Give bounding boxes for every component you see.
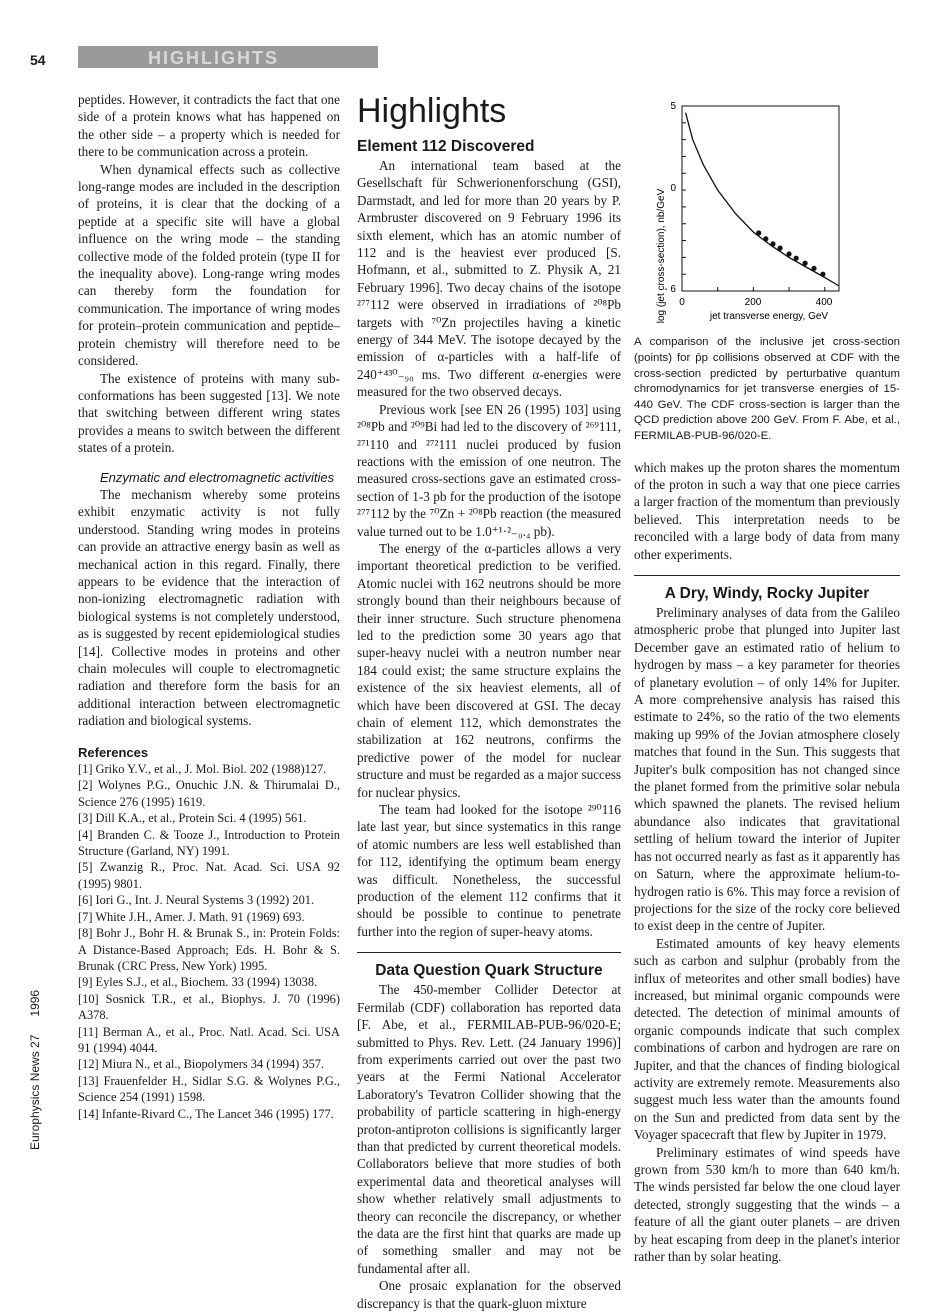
section-divider (357, 952, 621, 953)
paragraph: Estimated amounts of key heavy elements such as carbon and sulphur (probably from the influx of meteorites and other small bodies) have increased, but minimal organic compounds were detected. The detection of minimal amounts of organic compounds indicate that such complex combinations of carbon and hydrogen are rare on Jupiter, and that the chances of finding biological activity are extremely remote. Measurements also suggest much less water than the amounts found on the Sun and predicted from data sent by the Voyager spacecraft that flew by Jupiter in 1979. (634, 935, 900, 1143)
y-tick-label: 0 (670, 183, 676, 194)
paragraph: The mechanism whereby some proteins exhibit enzymatic activity is not fully understood. Standing wring modes in proteins can provide an attractive energy basin as well as mechanical action in this regard. Finally, there appears to be evidence that the interaction of non-ionizing electromagnetic radiation with biological systems is not completely understood, as is suggested by recent epidemiological studies [14]. Collective modes in proteins and other chain molecules will couple to electromagnetic radiation and therefore form the basis for an additional interaction between electromagnetic radiation and biological systems. (78, 486, 340, 729)
article-title: Data Question Quark Structure (375, 962, 603, 980)
paragraph: which makes up the proton shares the momentum of the proton in such a way that one piece carries a larger fraction of the momentum than previously believed. This interpretation needs to be reconciled with a large body of data from many other experiments. (634, 459, 900, 562)
x-axis-label: jet transverse energy, GeV (709, 311, 829, 322)
banner-label: HIGHLIGHTS (148, 48, 279, 68)
column-right (634, 91, 900, 1265)
paragraph: The existence of proteins with many sub-conformations has been suggested [13]. We note that switching between different wring states provides a means to switch between the different states of a protein. (78, 370, 340, 456)
reference-item: [12] Miura N., et al., Biopolymers 34 (1994) 357. (78, 1057, 325, 1072)
jet-cross-section-chart (634, 91, 874, 331)
page-title: Highlights (357, 92, 507, 130)
paragraph: When dynamical effects such as collective long-range modes are included in the description of proteins, it is clear that the docking of a peptide at a specific site will have a global influence on the wring mode – the standing collective mode of the folded protein (type II for the inequality above). Long-range wring modes can thereby form the foundation for communication. The importance of wring modes for protein–protein communication and peptide–protein chemistry will therefore need to be considered. (78, 161, 340, 369)
references-heading: References (78, 744, 149, 760)
page-number: 54 (30, 52, 46, 68)
x-tick-label: 400 (815, 297, 833, 308)
reference-item: [2] Wolynes P.G., Onuchic J.N. & Thirumalai D., Science 276 (1995) 1619. (78, 778, 340, 809)
paragraph: The team had looked for the isotope ²⁹⁰116 late last year, but since systematics in this range of atomic numbers are less well established than for 112, identifying the optimum beam energy was difficult. Nonetheless, the successful production of the element 112 confirms that it should be possible to continue to penetrate further into the region of super-heavy atoms. (357, 802, 621, 939)
cdf-data-point (778, 246, 783, 251)
reference-item: [14] Infante-Rivard C., The Lancet 346 (1995) 177. (78, 1106, 334, 1121)
reference-item: [6] Iori G., Int. J. Neural Systems 3 (1992) 201. (78, 893, 315, 908)
column-middle (357, 91, 621, 1312)
reference-item: [11] Berman A., et al., Proc. Natl. Acad. Sci. USA 91 (1994) 4044. (78, 1024, 340, 1055)
cdf-data-point (803, 261, 808, 266)
reference-item: [4] Branden C. & Tooze J., Introduction to Protein Structure (Garland, NY) 1991. (78, 827, 340, 859)
footer-vertical (28, 972, 42, 1150)
y-tick-label: - 6 (664, 284, 676, 295)
figure-caption: A comparison of the inclusive jet cross-section (points) for p̄p collisions observed at CDF with the cross-section predicted by perturbative quantum chromodynamics for jet transverse energies of 15-440 GeV. The CDF cross-section is larger than the QCD prediction above 200 GeV. From F. Abe, et al., FERMILAB-PUB-96/020-E. (634, 336, 900, 442)
cdf-data-point (770, 241, 775, 246)
subheading: Enzymatic and electromagnetic activities (100, 469, 335, 485)
column-left (78, 91, 340, 1122)
cdf-data-point (763, 236, 768, 241)
paragraph: An international team based at the Gesellschaft für Schwerionenforschung (GSI), Darmstadt, and led for more than 20 years by P. Armbruster discovered on 9 February 1996 its sixth element, which has an atomic number of 112 and is the heaviest ever produced [S. Hofmann, et al., submitted to Z. Physik A, 21 February 1996]. Two decay chains of the isotope ²⁷⁷112 were observed in irradiations of ²⁰⁸Pb targets with ⁷⁰Zn projectiles having a kinetic energy of 344 MeV. The isotope decayed by the emission of α-particles with a half-life of 240⁺⁴³⁰₋₉₀ ms. Two different α-energies were measured for the two observed decays. (357, 158, 621, 400)
plot-frame (682, 106, 839, 291)
paragraph: peptides. However, it contradicts the fact that one side of a protein knows what has happened on the other side – a property which is needed for there to be communication across a protein. (78, 92, 340, 160)
cdf-data-point (811, 266, 816, 271)
paragraph: Previous work [see EN 26 (1995) 103] using ²⁰⁸Pb and ²⁰⁹Bi had led to the discovery of ²⁶⁹111, ²⁷¹110 and ²⁷²111 nuclei produced by fusion reactions with the emission of one neutron. The measured cross-sections gave an estimated cross-section of 1-3 pb for the production of the isotope ²⁷⁷112 by the ⁷⁰Zn + ²⁰⁸Pb reaction (the measured value turned out to be 1.0⁺¹·²₋₀.₄ pb). (357, 401, 621, 539)
section-divider (634, 575, 900, 576)
cdf-data-point (820, 272, 825, 277)
paragraph: The 450-member Collider Detector at Fermilab (CDF) collaboration has reported data [F. Abe, et al., FERMILAB-PUB-96/020-E; submitted to Phys. Rev. Lett. (24 January 1996)] from experiments carried out over the past two years at the Fermi National Accelerator Laboratory's Tevatron Collider showing that the probability of particle scattering in high-energy proton-antiproton collisions is significantly larger than that predicted by current theoretical models. Collaborators believe that more studies of both experimental data and theoretical analyses will show whether relatively small adjustments to theory can reconcile the discrepancy, or whether the data are the first hint that quarks are made up of something smaller and may not be fundamental after all. (357, 982, 621, 1276)
cdf-data-point (786, 251, 791, 256)
qcd-prediction-line (686, 113, 839, 286)
section-banner (78, 46, 378, 68)
x-tick-label: 0 (679, 297, 685, 308)
reference-item: [9] Eyles S.J., et al., Biochem. 33 (1994) 13038. (78, 975, 318, 990)
paragraph: One prosaic explanation for the observed discrepancy is that the quark-gluon mixture (357, 1278, 621, 1311)
reference-item: [3] Dill K.A., et al., Protein Sci. 4 (1995) 561. (78, 811, 307, 826)
reference-item: [13] Frauenfelder H., Sidlar S.G. & Wolynes P.G., Science 254 (1991) 1598. (78, 1073, 340, 1105)
reference-item: [5] Zwanzig R., Proc. Nat. Acad. Sci. USA 92 (1995) 9801. (78, 860, 340, 891)
journal-name: Europhysics News 27 (28, 1034, 42, 1150)
paragraph: Preliminary estimates of wind speeds have grown from 530 km/h to more than 640 km/h. The winds persisted far below the one cloud layer detected, strongly suggesting that the winds – a feature of all the giant outer planets – are driven by heat escaping from deep in the planet's interior rather than by solar heating. (634, 1144, 900, 1265)
x-tick-label: 200 (744, 297, 762, 308)
article-title: Element 112 Discovered (357, 138, 535, 155)
cdf-data-point (756, 230, 761, 235)
reference-item: [7] White J.H., Amer. J. Math. 91 (1969) 693. (78, 909, 305, 924)
references-list (78, 761, 340, 1122)
reference-item: [10] Sosnick T.R., et al., Biophys. J. 70 (1996) A378. (78, 991, 340, 1023)
y-axis-label: log (jet cross-section), nb/GeV (656, 188, 667, 324)
y-tick-label: 5 (670, 101, 676, 112)
cdf-data-point (794, 256, 799, 261)
reference-item: [1] Griko Y.V., et al., J. Mol. Biol. 202 (1988)127. (78, 762, 327, 777)
paragraph: Preliminary analyses of data from the Galileo atmospheric probe that plunged into Jupiter last December gave an estimated ratio of helium to hydrogen by mass – a key parameter for theories of planetary evolution – of only 14% for Jupiter. A more comprehensive analysis has raised this estimate to 24%, so the ratio of the two elements making up 99% of the Jovian atmosphere closely matches that found in the Sun. This suggests that Jupiter's bulk composition has not changed since the planet formed from the primitive solar nebula which spawned the planets. The revised helium abundance also indicates that gravitational settling of helium toward the interior of Jupiter has not occurred nearly as fast as it apparently has on Saturn, where the approximate helium-to-hydrogen ratio is 6%. This may force a revision of projections for the size of the rocky core believed to exist deep in the centre of Jupiter. (634, 605, 900, 934)
reference-item: [8] Bohr J., Bohr H. & Brunak S., in: Protein Folds: A Distance-Based Approach; Eds. H. Bohr & S. Brunak (CRC Press, New York) 1995. (78, 926, 340, 973)
article-title: A Dry, Windy, Rocky Jupiter (664, 585, 870, 602)
paragraph: The energy of the α-particles allows a very important theoretical prediction to be verified. Atomic nuclei with 162 neutrons should be more strongly bound than their neighbours because of their inner structure. Such structure phenomena led to the prediction some 30 years ago that super-heavy nuclei with a neutron number near 184 could exist; the same structure explains the existence of the six heaviest elements, all of which have been discovered at GSI. The decay chain of element 112, which demonstrates the stabilization at 162 neutrons, confirms the predictive power of the model for nuclear structure and must be regarded as a major success for nuclear physics. (357, 540, 621, 800)
journal-year: 1996 (28, 989, 42, 1017)
